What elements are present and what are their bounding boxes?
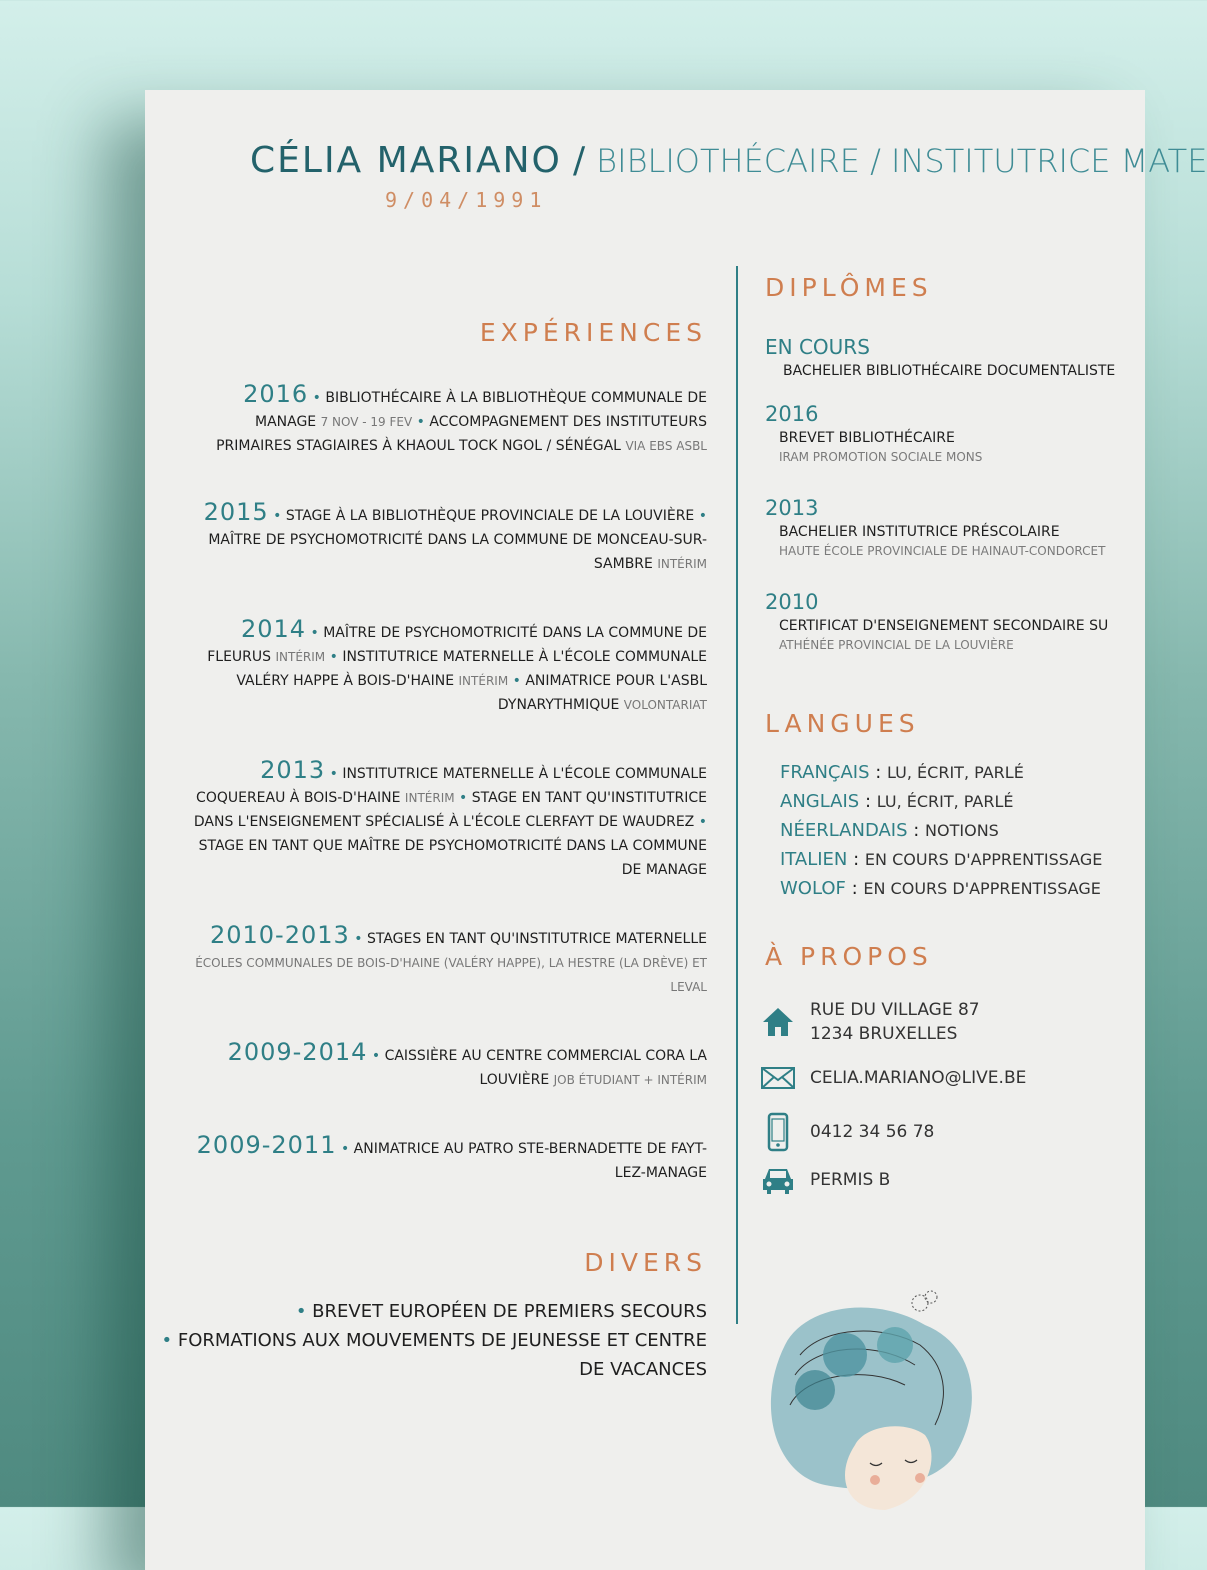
- experience-note: INTÉRIM: [657, 557, 707, 571]
- driving-license: PERMIS B: [810, 1170, 891, 1190]
- diploma-year: 2013: [765, 496, 819, 520]
- header: [250, 140, 1207, 181]
- language-level: NOTIONS: [925, 821, 999, 840]
- diploma-title: BACHELIER INSTITUTRICE PRÉSCOLAIRE: [779, 524, 1060, 540]
- experience-text: ANIMATRICE POUR L'ASBL DYNARYTHMIQUE: [497, 673, 707, 713]
- language-item: WOLOF : EN COURS D'APPRENTISSAGE: [780, 878, 1101, 899]
- experience-year: 2014: [240, 615, 307, 643]
- language-item: NÉERLANDAIS : NOTIONS: [780, 820, 999, 841]
- experience-year: 2013: [260, 756, 326, 784]
- experience-note: INTÉRIM: [275, 650, 326, 664]
- experience-note: VIA EBS ASBL: [625, 439, 707, 453]
- email-row: [760, 1062, 1026, 1094]
- experience-text: MAÎTRE DE PSYCHOMOTRICITÉ DANS LA COMMUNE DE MONCEAU-SUR-SAMBRE: [208, 532, 707, 572]
- diploma-item: [765, 590, 1108, 652]
- experience-text: INSTITUTRICE MATERNELLE À L'ÉCOLE COMMUNALE COQUEREAU À BOIS-D'HAINE: [196, 766, 707, 806]
- experience-text: STAGE EN TANT QUE MAÎTRE DE PSYCHOMOTRICITÉ DANS LA COMMUNE DE MANAGE: [198, 838, 707, 878]
- phone-row: [760, 1112, 934, 1152]
- diploma-title: CERTIFICAT D'ENSEIGNEMENT SECONDAIRE SU: [779, 618, 1109, 634]
- divers-item-text: BREVET EUROPÉEN DE PREMIERS SECOURS: [312, 1301, 707, 1322]
- experience-note: ÉCOLES COMMUNALES DE BOIS-D'HAINE (VALÉRY HAPPE), LA HESTRE (LA DRÈVE) ET LEVAL: [195, 956, 707, 994]
- job-title: BIBLIOTHÉCAIRE / INSTITUTRICE MATE: [596, 142, 1207, 180]
- column-divider: [736, 266, 738, 1324]
- diploma-title: BREVET BIBLIOTHÉCAIRE: [779, 430, 955, 446]
- experience-text: BIBLIOTHÉCAIRE À LA BIBLIOTHÈQUE COMMUNALE DE MANAGE: [254, 390, 707, 430]
- address-line: 1234 BRUXELLES: [810, 1024, 958, 1044]
- language-name: WOLOF: [780, 878, 846, 899]
- address-row: [760, 998, 980, 1046]
- address: [810, 998, 980, 1046]
- phone-icon: [760, 1112, 796, 1152]
- diploma-item: [765, 402, 982, 464]
- langues-title: LANGUES: [765, 709, 920, 738]
- experience-note: VOLONTARIAT: [623, 698, 707, 712]
- diplomes-title: DIPLÔMES: [765, 273, 933, 302]
- experience-item: 2009-2011 • ANIMATRICE AU PATRO STE-BERNADETTE DE FAYT-LEZ-MANAGE: [196, 1131, 707, 1181]
- experience-text: INSTITUTRICE MATERNELLE À L'ÉCOLE COMMUNALE VALÉRY HAPPE À BOIS-D'HAINE: [236, 649, 707, 689]
- language-level: EN COURS D'APPRENTISSAGE: [864, 850, 1103, 869]
- language-level: LU, ÉCRIT, PARLÉ: [876, 792, 1014, 811]
- experiences-title: EXPÉRIENCES: [479, 318, 707, 347]
- cv-sheet: [145, 90, 1207, 1570]
- diploma-year: 2016: [765, 402, 819, 426]
- date-of-birth: 9/04/1991: [385, 188, 548, 212]
- email[interactable]: CELIA.MARIANO@LIVE.BE: [810, 1068, 1027, 1088]
- diploma-item: [765, 335, 1115, 379]
- language-name: NÉERLANDAIS: [780, 820, 908, 841]
- experience-year: 2016: [243, 380, 309, 408]
- experience-year: 2009-2011: [196, 1131, 337, 1159]
- language-item: ANGLAIS : LU, ÉCRIT, PARLÉ: [780, 791, 1014, 812]
- experience-note: INTÉRIM: [458, 674, 509, 688]
- experience-year: 2010-2013: [209, 921, 350, 949]
- experience-year: 2015: [203, 498, 269, 526]
- experience-text: STAGES EN TANT QU'INSTITUTRICE MATERNELLE: [366, 931, 707, 947]
- experience-text: ACCOMPAGNEMENT DES INSTITUTEURS PRIMAIRES STAGIAIRES À KHAOUL TOCK NGOL / SÉNÉGAL: [216, 414, 707, 454]
- experience-item: 2014 • MAÎTRE DE PSYCHOMOTRICITÉ DANS LA COMMUNE DE FLEURUS INTÉRIM • INSTITUTRICE MATERNELLE À L'ÉCOLE COMMUNALE VALÉRY HAPPE À BOIS-D'HAINE INTÉRIM • ANIMATRICE POUR L'ASBL DYNARYTHMIQUE VOLONTARIAT: [207, 615, 707, 713]
- languages-list: [780, 758, 1102, 903]
- experience-note: JOB ÉTUDIANT + INTÉRIM: [553, 1073, 707, 1087]
- experience-text: CAISSIÈRE AU CENTRE COMMERCIAL CORA LA LOUVIÈRE: [384, 1048, 707, 1088]
- experience-item: 2009-2014 • CAISSIÈRE AU CENTRE COMMERCIAL CORA LA LOUVIÈRE JOB ÉTUDIANT + INTÉRIM: [227, 1038, 707, 1088]
- home-icon: [760, 1006, 796, 1038]
- experience-text: ANIMATRICE AU PATRO STE-BERNADETTE DE FAYT-LEZ-MANAGE: [353, 1141, 707, 1181]
- apropos-title: À PROPOS: [765, 942, 933, 971]
- language-name: FRANÇAIS: [780, 762, 870, 783]
- address-line: RUE DU VILLAGE 87: [810, 1000, 980, 1020]
- mail-icon: [760, 1062, 796, 1094]
- divers-title: DIVERS: [584, 1248, 707, 1277]
- language-level: EN COURS D'APPRENTISSAGE: [863, 879, 1101, 898]
- experience-note: 7 NOV - 19 FEV: [320, 415, 413, 429]
- experience-item: 2013 • INSTITUTRICE MATERNELLE À L'ÉCOLE COMMUNALE COQUEREAU À BOIS-D'HAINE INTÉRIM • STAGE EN TANT QU'INSTITUTRICE DANS L'ENSEIGNEMENT SPÉCIALISÉ À L'ÉCOLE CLERFAYT DE WAUDREZ • STAGE EN TANT QUE MAÎTRE DE PSYCHOMOTRICITÉ DANS LA COMMUNE DE MANAGE: [193, 756, 707, 878]
- language-name: ANGLAIS: [780, 791, 860, 812]
- diploma-year: EN COURS: [765, 335, 870, 359]
- experience-item: 2010-2013 • STAGES EN TANT QU'INSTITUTRICE MATERNELLE ÉCOLES COMMUNALES DE BOIS-D'HAINE (VALÉRY HAPPE), LA HESTRE (LA DRÈVE) ET LEVAL: [195, 921, 707, 994]
- divers-item: • BREVET EUROPÉEN DE PREMIERS SECOURS: [295, 1301, 707, 1322]
- language-level: LU, ÉCRIT, PARLÉ: [887, 763, 1024, 782]
- language-item: FRANÇAIS : LU, ÉCRIT, PARLÉ: [780, 762, 1024, 783]
- person-name: CÉLIA MARIANO: [250, 140, 562, 181]
- car-icon: [760, 1164, 796, 1196]
- header-separator: /: [572, 140, 586, 181]
- diploma-school: IRAM PROMOTION SOCIALE MONS: [779, 450, 983, 464]
- experience-note: INTÉRIM: [404, 791, 455, 805]
- language-name: ITALIEN: [780, 849, 848, 870]
- divers-list: [147, 1297, 707, 1384]
- experience-item: 2015 • STAGE À LA BIBLIOTHÈQUE PROVINCIALE DE LA LOUVIÈRE • MAÎTRE DE PSYCHOMOTRICITÉ DANS LA COMMUNE DE MONCEAU-SUR-SAMBRE INTÉRIM: [203, 498, 707, 572]
- language-item: ITALIEN : EN COURS D'APPRENTISSAGE: [780, 849, 1103, 870]
- experience-text: STAGE À LA BIBLIOTHÈQUE PROVINCIALE DE LA LOUVIÈRE: [285, 508, 695, 524]
- phone-number[interactable]: 0412 34 56 78: [810, 1122, 935, 1142]
- divers-item: • FORMATIONS AUX MOUVEMENTS DE JEUNESSE ET CENTRE DE VACANCES: [161, 1330, 707, 1380]
- diploma-school: HAUTE ÉCOLE PROVINCIALE DE HAINAUT-CONDORCET: [779, 544, 1106, 558]
- experience-text: MAÎTRE DE PSYCHOMOTRICITÉ DANS LA COMMUNE DE FLEURUS: [207, 625, 707, 665]
- experience-text: STAGE EN TANT QU'INSTITUTRICE DANS L'ENSEIGNEMENT SPÉCIALISÉ À L'ÉCOLE CLERFAYT DE WAUDREZ: [193, 790, 707, 830]
- girl-illustration: [705, 1285, 1005, 1515]
- diploma-school: ATHÉNÉE PROVINCIAL DE LA LOUVIÈRE: [779, 638, 1014, 652]
- diploma-item: [765, 496, 1105, 558]
- license-row: [760, 1164, 890, 1196]
- divers-item-text: FORMATIONS AUX MOUVEMENTS DE JEUNESSE ET CENTRE DE VACANCES: [177, 1330, 707, 1380]
- diploma-year: 2010: [765, 590, 819, 614]
- experience-item: 2016 • BIBLIOTHÉCAIRE À LA BIBLIOTHÈQUE COMMUNALE DE MANAGE 7 NOV - 19 FEV • ACCOMPAGNEMENT DES INSTITUTEURS PRIMAIRES STAGIAIRES À KHAOUL TOCK NGOL / SÉNÉGAL VIA EBS ASBL: [216, 380, 707, 454]
- diploma-title: BACHELIER BIBLIOTHÉCAIRE DOCUMENTALISTE: [783, 363, 1116, 379]
- experience-year: 2009-2014: [227, 1038, 368, 1066]
